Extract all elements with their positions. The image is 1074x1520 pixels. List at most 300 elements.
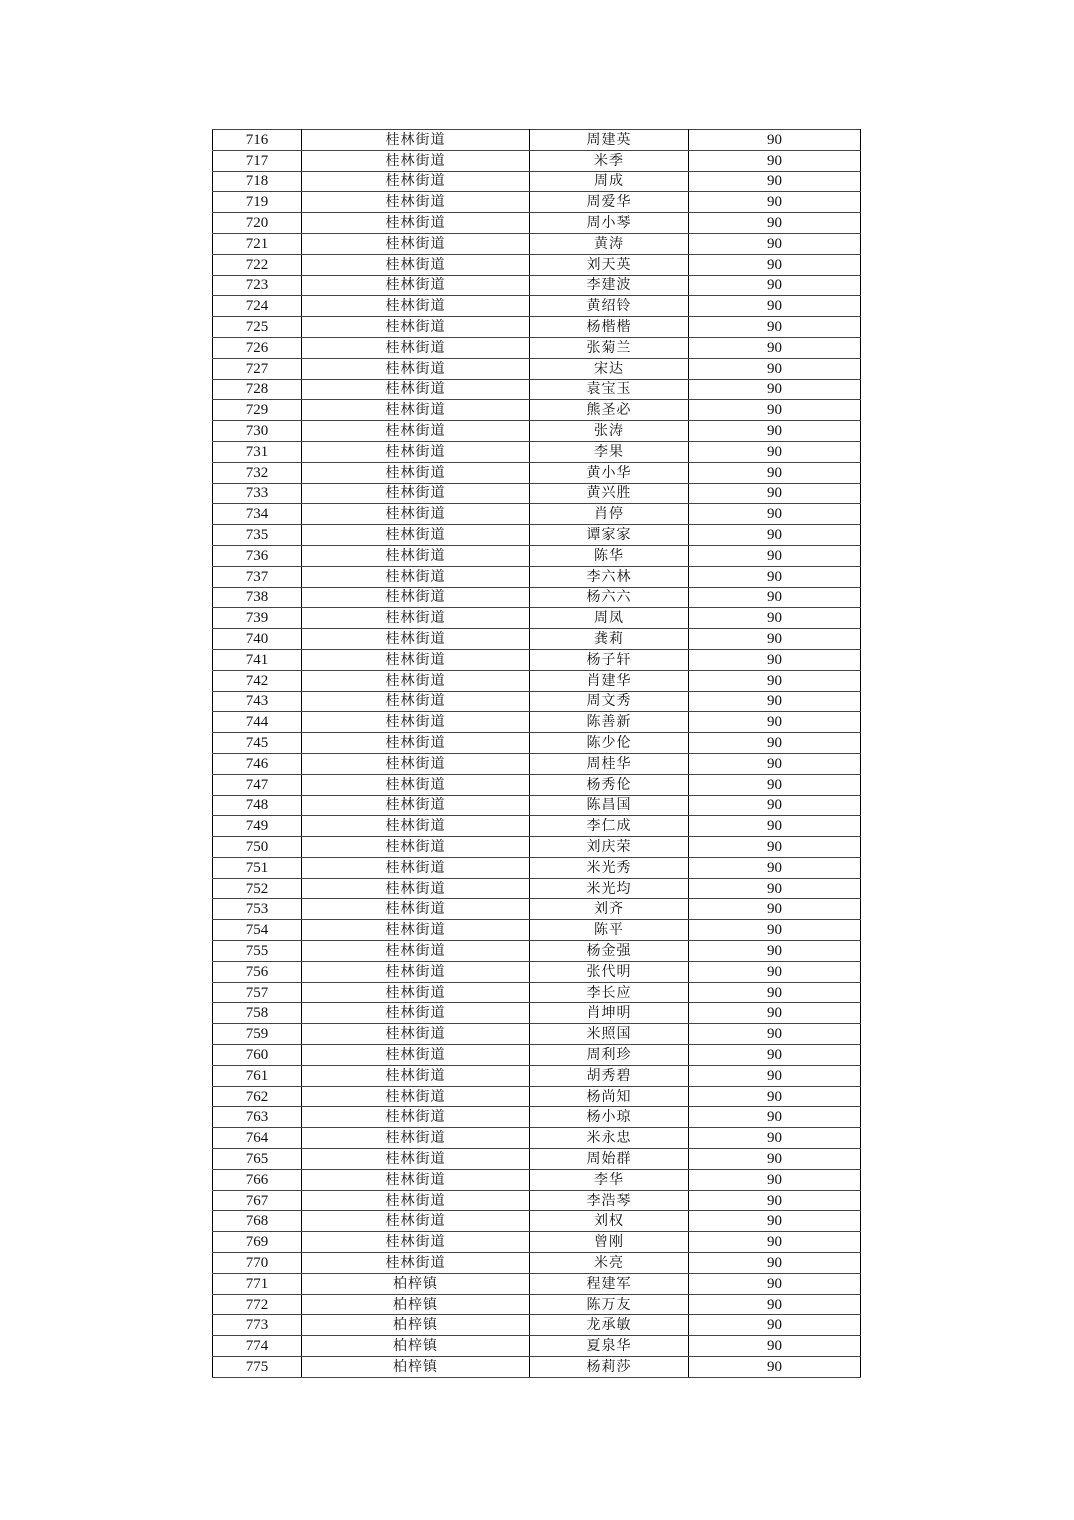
person-name-cell: 黄涛 bbox=[530, 233, 689, 254]
table-row bbox=[213, 421, 861, 442]
table-row bbox=[213, 130, 861, 151]
area-cell: 桂林街道 bbox=[302, 483, 530, 504]
score-cell: 90 bbox=[689, 504, 861, 525]
area-cell: 桂林街道 bbox=[302, 233, 530, 254]
area-cell: 桂林街道 bbox=[302, 130, 530, 151]
row-number-cell: 758 bbox=[213, 1003, 302, 1024]
score-cell: 90 bbox=[689, 1065, 861, 1086]
roster-table-body bbox=[213, 130, 861, 1378]
area-cell: 桂林街道 bbox=[302, 337, 530, 358]
table-row bbox=[213, 1336, 861, 1357]
row-number-cell: 717 bbox=[213, 150, 302, 171]
table-row bbox=[213, 733, 861, 754]
area-cell: 桂林街道 bbox=[302, 608, 530, 629]
person-name-cell: 杨秀伦 bbox=[530, 774, 689, 795]
row-number-cell: 729 bbox=[213, 400, 302, 421]
score-cell: 90 bbox=[689, 1024, 861, 1045]
area-cell: 桂林街道 bbox=[302, 1253, 530, 1274]
person-name-cell: 李六林 bbox=[530, 566, 689, 587]
area-cell: 桂林街道 bbox=[302, 545, 530, 566]
area-cell: 桂林街道 bbox=[302, 920, 530, 941]
area-cell: 桂林街道 bbox=[302, 982, 530, 1003]
row-number-cell: 722 bbox=[213, 254, 302, 275]
table-row bbox=[213, 1045, 861, 1066]
score-cell: 90 bbox=[689, 608, 861, 629]
score-cell: 90 bbox=[689, 171, 861, 192]
score-cell: 90 bbox=[689, 1128, 861, 1149]
area-cell: 柏梓镇 bbox=[302, 1294, 530, 1315]
score-cell: 90 bbox=[689, 1336, 861, 1357]
row-number-cell: 745 bbox=[213, 733, 302, 754]
table-row bbox=[213, 670, 861, 691]
table-row bbox=[213, 941, 861, 962]
area-cell: 桂林街道 bbox=[302, 441, 530, 462]
row-number-cell: 736 bbox=[213, 545, 302, 566]
person-name-cell: 李华 bbox=[530, 1169, 689, 1190]
person-name-cell: 杨六六 bbox=[530, 587, 689, 608]
row-number-cell: 768 bbox=[213, 1211, 302, 1232]
area-cell: 桂林街道 bbox=[302, 566, 530, 587]
area-cell: 桂林街道 bbox=[302, 358, 530, 379]
table-row bbox=[213, 1211, 861, 1232]
area-cell: 桂林街道 bbox=[302, 1128, 530, 1149]
area-cell: 桂林街道 bbox=[302, 421, 530, 442]
table-row bbox=[213, 1232, 861, 1253]
row-number-cell: 762 bbox=[213, 1086, 302, 1107]
score-cell: 90 bbox=[689, 1273, 861, 1294]
row-number-cell: 757 bbox=[213, 982, 302, 1003]
row-number-cell: 731 bbox=[213, 441, 302, 462]
row-number-cell: 741 bbox=[213, 649, 302, 670]
row-number-cell: 742 bbox=[213, 670, 302, 691]
area-cell: 桂林街道 bbox=[302, 254, 530, 275]
table-row bbox=[213, 878, 861, 899]
person-name-cell: 袁宝玉 bbox=[530, 379, 689, 400]
row-number-cell: 732 bbox=[213, 462, 302, 483]
area-cell: 桂林街道 bbox=[302, 691, 530, 712]
table-row bbox=[213, 1003, 861, 1024]
person-name-cell: 陈昌国 bbox=[530, 795, 689, 816]
score-cell: 90 bbox=[689, 1003, 861, 1024]
score-cell: 90 bbox=[689, 857, 861, 878]
score-cell: 90 bbox=[689, 774, 861, 795]
table-row bbox=[213, 1107, 861, 1128]
row-number-cell: 753 bbox=[213, 899, 302, 920]
person-name-cell: 刘权 bbox=[530, 1211, 689, 1232]
score-cell: 90 bbox=[689, 462, 861, 483]
score-cell: 90 bbox=[689, 1253, 861, 1274]
person-name-cell: 李长应 bbox=[530, 982, 689, 1003]
table-row bbox=[213, 1149, 861, 1170]
score-cell: 90 bbox=[689, 421, 861, 442]
area-cell: 桂林街道 bbox=[302, 1169, 530, 1190]
row-number-cell: 740 bbox=[213, 629, 302, 650]
row-number-cell: 769 bbox=[213, 1232, 302, 1253]
row-number-cell: 747 bbox=[213, 774, 302, 795]
table-row bbox=[213, 213, 861, 234]
area-cell: 桂林街道 bbox=[302, 1190, 530, 1211]
table-row bbox=[213, 150, 861, 171]
row-number-cell: 728 bbox=[213, 379, 302, 400]
score-cell: 90 bbox=[689, 649, 861, 670]
row-number-cell: 750 bbox=[213, 837, 302, 858]
person-name-cell: 龙承敏 bbox=[530, 1315, 689, 1336]
area-cell: 桂林街道 bbox=[302, 733, 530, 754]
score-cell: 90 bbox=[689, 254, 861, 275]
score-cell: 90 bbox=[689, 587, 861, 608]
table-row bbox=[213, 691, 861, 712]
score-cell: 90 bbox=[689, 1315, 861, 1336]
person-name-cell: 周利珍 bbox=[530, 1045, 689, 1066]
area-cell: 柏梓镇 bbox=[302, 1273, 530, 1294]
row-number-cell: 746 bbox=[213, 753, 302, 774]
row-number-cell: 774 bbox=[213, 1336, 302, 1357]
person-name-cell: 杨尚知 bbox=[530, 1086, 689, 1107]
person-name-cell: 黄小华 bbox=[530, 462, 689, 483]
area-cell: 柏梓镇 bbox=[302, 1315, 530, 1336]
table-row bbox=[213, 1190, 861, 1211]
person-name-cell: 黄绍铃 bbox=[530, 296, 689, 317]
person-name-cell: 刘庆荣 bbox=[530, 837, 689, 858]
person-name-cell: 曾刚 bbox=[530, 1232, 689, 1253]
row-number-cell: 772 bbox=[213, 1294, 302, 1315]
row-number-cell: 716 bbox=[213, 130, 302, 151]
row-number-cell: 734 bbox=[213, 504, 302, 525]
row-number-cell: 761 bbox=[213, 1065, 302, 1086]
row-number-cell: 773 bbox=[213, 1315, 302, 1336]
person-name-cell: 米季 bbox=[530, 150, 689, 171]
row-number-cell: 727 bbox=[213, 358, 302, 379]
area-cell: 桂林街道 bbox=[302, 400, 530, 421]
row-number-cell: 725 bbox=[213, 317, 302, 338]
row-number-cell: 756 bbox=[213, 961, 302, 982]
score-cell: 90 bbox=[689, 400, 861, 421]
person-name-cell: 陈华 bbox=[530, 545, 689, 566]
row-number-cell: 763 bbox=[213, 1107, 302, 1128]
person-name-cell: 刘天英 bbox=[530, 254, 689, 275]
person-name-cell: 夏泉华 bbox=[530, 1336, 689, 1357]
person-name-cell: 杨小琼 bbox=[530, 1107, 689, 1128]
person-name-cell: 杨莉莎 bbox=[530, 1357, 689, 1378]
area-cell: 柏梓镇 bbox=[302, 1336, 530, 1357]
person-name-cell: 周小琴 bbox=[530, 213, 689, 234]
area-cell: 桂林街道 bbox=[302, 857, 530, 878]
person-name-cell: 周成 bbox=[530, 171, 689, 192]
person-name-cell: 周建英 bbox=[530, 130, 689, 151]
table-row bbox=[213, 1086, 861, 1107]
score-cell: 90 bbox=[689, 1107, 861, 1128]
score-cell: 90 bbox=[689, 1232, 861, 1253]
score-cell: 90 bbox=[689, 275, 861, 296]
row-number-cell: 775 bbox=[213, 1357, 302, 1378]
score-cell: 90 bbox=[689, 982, 861, 1003]
person-name-cell: 李仁成 bbox=[530, 816, 689, 837]
score-cell: 90 bbox=[689, 483, 861, 504]
score-cell: 90 bbox=[689, 1149, 861, 1170]
area-cell: 桂林街道 bbox=[302, 753, 530, 774]
row-number-cell: 738 bbox=[213, 587, 302, 608]
table-row bbox=[213, 545, 861, 566]
area-cell: 桂林街道 bbox=[302, 774, 530, 795]
table-row bbox=[213, 961, 861, 982]
row-number-cell: 739 bbox=[213, 608, 302, 629]
area-cell: 桂林街道 bbox=[302, 629, 530, 650]
area-cell: 桂林街道 bbox=[302, 1024, 530, 1045]
area-cell: 桂林街道 bbox=[302, 296, 530, 317]
table-row bbox=[213, 337, 861, 358]
person-name-cell: 龚莉 bbox=[530, 629, 689, 650]
area-cell: 桂林街道 bbox=[302, 504, 530, 525]
table-row bbox=[213, 566, 861, 587]
table-row bbox=[213, 1273, 861, 1294]
table-row bbox=[213, 899, 861, 920]
person-name-cell: 周始群 bbox=[530, 1149, 689, 1170]
score-cell: 90 bbox=[689, 1357, 861, 1378]
row-number-cell: 748 bbox=[213, 795, 302, 816]
person-name-cell: 陈万友 bbox=[530, 1294, 689, 1315]
person-name-cell: 宋达 bbox=[530, 358, 689, 379]
score-cell: 90 bbox=[689, 753, 861, 774]
row-number-cell: 737 bbox=[213, 566, 302, 587]
person-name-cell: 米亮 bbox=[530, 1253, 689, 1274]
score-cell: 90 bbox=[689, 296, 861, 317]
table-row bbox=[213, 192, 861, 213]
table-row bbox=[213, 504, 861, 525]
area-cell: 桂林街道 bbox=[302, 192, 530, 213]
area-cell: 桂林街道 bbox=[302, 150, 530, 171]
person-name-cell: 陈平 bbox=[530, 920, 689, 941]
score-cell: 90 bbox=[689, 545, 861, 566]
row-number-cell: 751 bbox=[213, 857, 302, 878]
person-name-cell: 刘齐 bbox=[530, 899, 689, 920]
area-cell: 桂林街道 bbox=[302, 712, 530, 733]
person-name-cell: 肖坤明 bbox=[530, 1003, 689, 1024]
score-cell: 90 bbox=[689, 920, 861, 941]
person-name-cell: 周文秀 bbox=[530, 691, 689, 712]
area-cell: 桂林街道 bbox=[302, 1065, 530, 1086]
table-row bbox=[213, 462, 861, 483]
area-cell: 桂林街道 bbox=[302, 1232, 530, 1253]
table-row bbox=[213, 1169, 861, 1190]
score-cell: 90 bbox=[689, 1169, 861, 1190]
row-number-cell: 752 bbox=[213, 878, 302, 899]
row-number-cell: 770 bbox=[213, 1253, 302, 1274]
table-row bbox=[213, 171, 861, 192]
person-name-cell: 肖建华 bbox=[530, 670, 689, 691]
area-cell: 桂林街道 bbox=[302, 1003, 530, 1024]
score-cell: 90 bbox=[689, 899, 861, 920]
table-row bbox=[213, 1024, 861, 1045]
score-cell: 90 bbox=[689, 1211, 861, 1232]
area-cell: 桂林街道 bbox=[302, 816, 530, 837]
area-cell: 桂林街道 bbox=[302, 462, 530, 483]
score-cell: 90 bbox=[689, 213, 861, 234]
table-row bbox=[213, 317, 861, 338]
table-row bbox=[213, 857, 861, 878]
table-row bbox=[213, 1065, 861, 1086]
person-name-cell: 张代明 bbox=[530, 961, 689, 982]
score-cell: 90 bbox=[689, 233, 861, 254]
table-row bbox=[213, 1294, 861, 1315]
score-cell: 90 bbox=[689, 691, 861, 712]
table-row bbox=[213, 400, 861, 421]
score-cell: 90 bbox=[689, 670, 861, 691]
person-name-cell: 米照国 bbox=[530, 1024, 689, 1045]
score-cell: 90 bbox=[689, 1045, 861, 1066]
table-row bbox=[213, 795, 861, 816]
score-cell: 90 bbox=[689, 358, 861, 379]
table-row bbox=[213, 254, 861, 275]
score-cell: 90 bbox=[689, 1190, 861, 1211]
area-cell: 柏梓镇 bbox=[302, 1357, 530, 1378]
row-number-cell: 730 bbox=[213, 421, 302, 442]
table-row bbox=[213, 275, 861, 296]
table-row bbox=[213, 1357, 861, 1378]
table-row bbox=[213, 753, 861, 774]
person-name-cell: 杨楷楷 bbox=[530, 317, 689, 338]
row-number-cell: 755 bbox=[213, 941, 302, 962]
row-number-cell: 718 bbox=[213, 171, 302, 192]
score-cell: 90 bbox=[689, 712, 861, 733]
area-cell: 桂林街道 bbox=[302, 899, 530, 920]
row-number-cell: 721 bbox=[213, 233, 302, 254]
person-name-cell: 李果 bbox=[530, 441, 689, 462]
row-number-cell: 743 bbox=[213, 691, 302, 712]
area-cell: 桂林街道 bbox=[302, 1149, 530, 1170]
area-cell: 桂林街道 bbox=[302, 587, 530, 608]
area-cell: 桂林街道 bbox=[302, 1086, 530, 1107]
row-number-cell: 735 bbox=[213, 525, 302, 546]
table-row bbox=[213, 629, 861, 650]
area-cell: 桂林街道 bbox=[302, 1211, 530, 1232]
score-cell: 90 bbox=[689, 441, 861, 462]
person-name-cell: 周爱华 bbox=[530, 192, 689, 213]
person-name-cell: 张菊兰 bbox=[530, 337, 689, 358]
area-cell: 桂林街道 bbox=[302, 961, 530, 982]
row-number-cell: 749 bbox=[213, 816, 302, 837]
score-cell: 90 bbox=[689, 961, 861, 982]
table-row bbox=[213, 441, 861, 462]
person-name-cell: 周凤 bbox=[530, 608, 689, 629]
person-name-cell: 胡秀碧 bbox=[530, 1065, 689, 1086]
row-number-cell: 719 bbox=[213, 192, 302, 213]
area-cell: 桂林街道 bbox=[302, 878, 530, 899]
score-cell: 90 bbox=[689, 816, 861, 837]
score-cell: 90 bbox=[689, 1294, 861, 1315]
score-cell: 90 bbox=[689, 795, 861, 816]
person-name-cell: 李建波 bbox=[530, 275, 689, 296]
area-cell: 桂林街道 bbox=[302, 213, 530, 234]
row-number-cell: 720 bbox=[213, 213, 302, 234]
table-row bbox=[213, 1315, 861, 1336]
area-cell: 桂林街道 bbox=[302, 795, 530, 816]
person-name-cell: 张涛 bbox=[530, 421, 689, 442]
table-row bbox=[213, 982, 861, 1003]
score-cell: 90 bbox=[689, 192, 861, 213]
score-cell: 90 bbox=[689, 837, 861, 858]
roster-table bbox=[212, 129, 861, 1378]
table-row bbox=[213, 608, 861, 629]
table-row bbox=[213, 233, 861, 254]
person-name-cell: 米永忠 bbox=[530, 1128, 689, 1149]
person-name-cell: 谭家家 bbox=[530, 525, 689, 546]
score-cell: 90 bbox=[689, 337, 861, 358]
score-cell: 90 bbox=[689, 525, 861, 546]
row-number-cell: 765 bbox=[213, 1149, 302, 1170]
row-number-cell: 723 bbox=[213, 275, 302, 296]
score-cell: 90 bbox=[689, 566, 861, 587]
person-name-cell: 陈少伦 bbox=[530, 733, 689, 754]
area-cell: 桂林街道 bbox=[302, 670, 530, 691]
row-number-cell: 744 bbox=[213, 712, 302, 733]
score-cell: 90 bbox=[689, 317, 861, 338]
table-row bbox=[213, 587, 861, 608]
area-cell: 桂林街道 bbox=[302, 275, 530, 296]
person-name-cell: 黄兴胜 bbox=[530, 483, 689, 504]
score-cell: 90 bbox=[689, 629, 861, 650]
area-cell: 桂林街道 bbox=[302, 1107, 530, 1128]
area-cell: 桂林街道 bbox=[302, 649, 530, 670]
table-row bbox=[213, 379, 861, 400]
row-number-cell: 766 bbox=[213, 1169, 302, 1190]
row-number-cell: 764 bbox=[213, 1128, 302, 1149]
table-row bbox=[213, 920, 861, 941]
row-number-cell: 754 bbox=[213, 920, 302, 941]
area-cell: 桂林街道 bbox=[302, 941, 530, 962]
score-cell: 90 bbox=[689, 1086, 861, 1107]
person-name-cell: 李浩琴 bbox=[530, 1190, 689, 1211]
row-number-cell: 724 bbox=[213, 296, 302, 317]
person-name-cell: 肖停 bbox=[530, 504, 689, 525]
table-row bbox=[213, 1253, 861, 1274]
table-row bbox=[213, 525, 861, 546]
table-row bbox=[213, 1128, 861, 1149]
row-number-cell: 759 bbox=[213, 1024, 302, 1045]
score-cell: 90 bbox=[689, 941, 861, 962]
person-name-cell: 杨子轩 bbox=[530, 649, 689, 670]
table-row bbox=[213, 358, 861, 379]
table-row bbox=[213, 816, 861, 837]
score-cell: 90 bbox=[689, 130, 861, 151]
table-row bbox=[213, 774, 861, 795]
area-cell: 桂林街道 bbox=[302, 837, 530, 858]
table-row bbox=[213, 712, 861, 733]
row-number-cell: 733 bbox=[213, 483, 302, 504]
table-row bbox=[213, 649, 861, 670]
person-name-cell: 米光秀 bbox=[530, 857, 689, 878]
area-cell: 桂林街道 bbox=[302, 379, 530, 400]
person-name-cell: 杨金强 bbox=[530, 941, 689, 962]
person-name-cell: 陈善新 bbox=[530, 712, 689, 733]
score-cell: 90 bbox=[689, 379, 861, 400]
table-row bbox=[213, 483, 861, 504]
row-number-cell: 767 bbox=[213, 1190, 302, 1211]
person-name-cell: 程建军 bbox=[530, 1273, 689, 1294]
score-cell: 90 bbox=[689, 150, 861, 171]
area-cell: 桂林街道 bbox=[302, 525, 530, 546]
table-row bbox=[213, 296, 861, 317]
area-cell: 桂林街道 bbox=[302, 1045, 530, 1066]
person-name-cell: 熊圣必 bbox=[530, 400, 689, 421]
score-cell: 90 bbox=[689, 733, 861, 754]
area-cell: 桂林街道 bbox=[302, 171, 530, 192]
score-cell: 90 bbox=[689, 878, 861, 899]
row-number-cell: 760 bbox=[213, 1045, 302, 1066]
table-row bbox=[213, 837, 861, 858]
person-name-cell: 周桂华 bbox=[530, 753, 689, 774]
area-cell: 桂林街道 bbox=[302, 317, 530, 338]
row-number-cell: 771 bbox=[213, 1273, 302, 1294]
